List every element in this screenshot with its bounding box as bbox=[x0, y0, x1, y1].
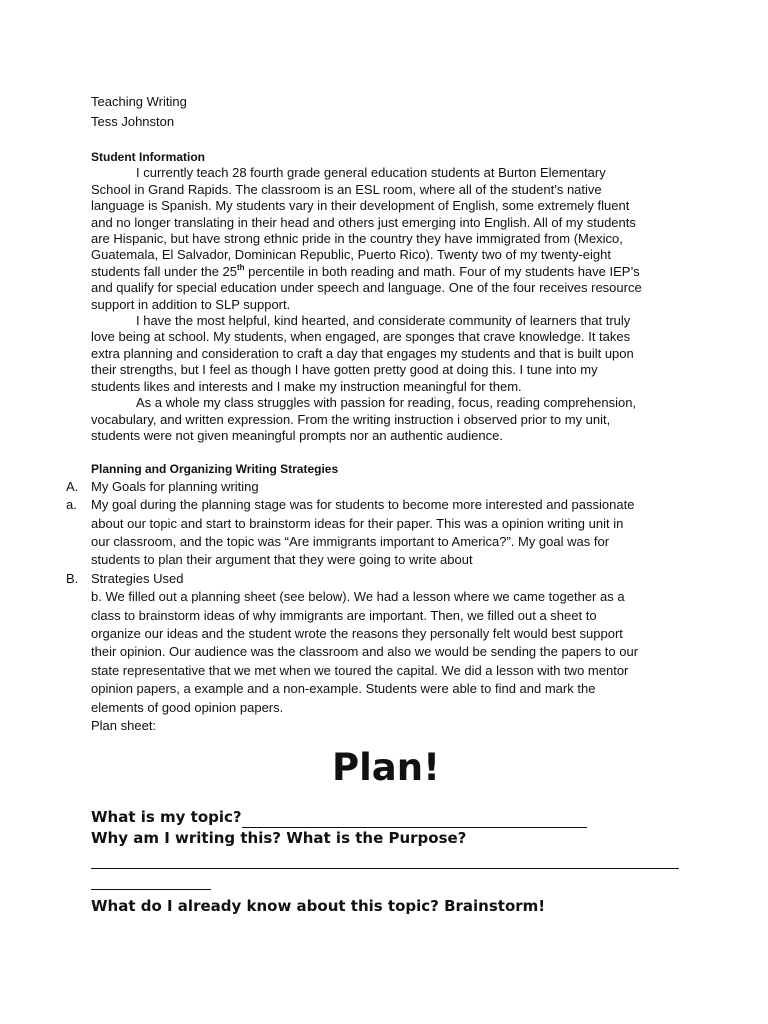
paragraph-line: their opinion. Our audience was the classroom and also we would be sending the papers to our bbox=[91, 644, 639, 660]
list-item-label: My Goals for planning writing bbox=[91, 478, 259, 494]
ordinal-suffix: th bbox=[237, 262, 245, 272]
plan-question-purpose: Why am I writing this? What is the Purpose? bbox=[91, 829, 467, 848]
sub-item-text bbox=[91, 496, 681, 570]
plan-sheet-label: Plan sheet: bbox=[91, 718, 157, 733]
paragraph-line: and no longer translating in their head and others just emerging into English. All of my students bbox=[91, 214, 636, 230]
paragraph-line: vocabulary, and written expression. From the writing instruction i observed prior to my unit, bbox=[91, 411, 611, 427]
paragraph-line: My goal during the planning stage was for students to become more interested and passionate bbox=[91, 497, 635, 513]
paragraph-line: School in Grand Rapids. The classroom is an ESL room, where all of the student’s native bbox=[91, 181, 602, 197]
list-item-b bbox=[66, 570, 681, 588]
list-marker: A. bbox=[66, 478, 79, 494]
paragraph-line: Guatemala, El Salvador, Dominican Republic, Puerto Rico). Twenty two of my twenty-eight bbox=[91, 247, 611, 263]
paragraph-line: students likes and interests and I make my instruction meaningful for them. bbox=[91, 378, 522, 394]
list-marker: B. bbox=[66, 570, 79, 586]
paragraph-line: their strengths, but I feel as though I have gotten pretty good at doing this. I tune into my bbox=[91, 362, 598, 378]
paragraph-line: I have the most helpful, kind hearted, and considerate community of learners that truly bbox=[136, 313, 631, 329]
paragraph-line: and qualify for special education under speech and language. One of the four receives resource bbox=[91, 280, 642, 296]
line-text: students fall under the 25 bbox=[91, 263, 237, 279]
paragraph-line: opinion papers, a example and a non-example. Students were able to find and mark the bbox=[91, 681, 596, 697]
paragraph-line: our classroom, and the topic was “Are immigrants important to America?”. My goal was for bbox=[91, 533, 610, 549]
paragraph-line: state representative that we met when we toured the capital. We did a lesson with two mentor bbox=[91, 662, 629, 678]
paragraph-line: support in addition to SLP support. bbox=[91, 296, 291, 312]
paragraph-line: b. We filled out a planning sheet (see below). We had a lesson where we came together as a bbox=[91, 589, 625, 605]
answer-blank-topic bbox=[242, 807, 587, 828]
student-info-paragraph-1 bbox=[91, 165, 681, 313]
answer-blank-purpose-continued bbox=[91, 869, 211, 890]
paragraph-line: students were not given meaningful prompts nor an authentic audience. bbox=[91, 427, 503, 443]
plan-sheet-title: Plan! bbox=[332, 746, 440, 790]
author-name: Tess Johnston bbox=[91, 113, 175, 129]
question-text: What is my topic? bbox=[91, 808, 242, 827]
sub-item-a bbox=[66, 496, 681, 570]
strategies-text bbox=[91, 588, 681, 735]
paragraph-line: about our topic and start to brainstorm ideas for their paper. This was a opinion writing unit in bbox=[91, 515, 624, 531]
paragraph-line: elements of good opinion papers. bbox=[91, 699, 284, 715]
paragraph-line: class to brainstorm ideas of why immigrants are important. Then, we filled out a sheet to bbox=[91, 607, 597, 623]
answer-blank-purpose bbox=[91, 848, 679, 869]
paragraph-line: As a whole my class struggles with passion for reading, focus, reading comprehension, bbox=[136, 395, 637, 411]
paragraph-line: students to plan their argument that they were going to write about bbox=[91, 552, 473, 568]
plan-question-brainstorm: What do I already know about this topic? Brainstorm! bbox=[91, 897, 546, 916]
paragraph-line: love being at school. My students, when engaged, are sponges that crave knowledge. It takes bbox=[91, 329, 631, 345]
document-content bbox=[66, 92, 681, 916]
paragraph-line: are Hispanic, but have strong ethnic pride in the country they have immigrated from (Mexico, bbox=[91, 231, 623, 247]
student-info-paragraph-2 bbox=[91, 313, 681, 395]
plan-question-topic bbox=[91, 807, 681, 828]
list-item-a bbox=[66, 478, 681, 496]
student-info-heading: Student Information bbox=[91, 150, 205, 164]
list-marker: a. bbox=[66, 497, 77, 513]
list-item-label: Strategies Used bbox=[91, 570, 184, 586]
planning-heading: Planning and Organizing Writing Strategies bbox=[91, 462, 339, 477]
paragraph-line: extra planning and consideration to craft a day that engages my students and that is built upon bbox=[91, 345, 634, 361]
paragraph-line: language is Spanish. My students vary in their development of English, some extremely fluent bbox=[91, 198, 630, 214]
paragraph-line: I currently teach 28 fourth grade general education students at Burton Elementary bbox=[136, 165, 606, 181]
paragraph-line: organize our ideas and the student wrote the reasons they personally felt would best support bbox=[91, 625, 623, 641]
student-info-paragraph-3 bbox=[91, 395, 681, 444]
paragraph-line bbox=[91, 264, 681, 280]
line-text: percentile in both reading and math. Four of my students have IEP’s bbox=[244, 263, 640, 279]
course-title: Teaching Writing bbox=[91, 94, 187, 109]
